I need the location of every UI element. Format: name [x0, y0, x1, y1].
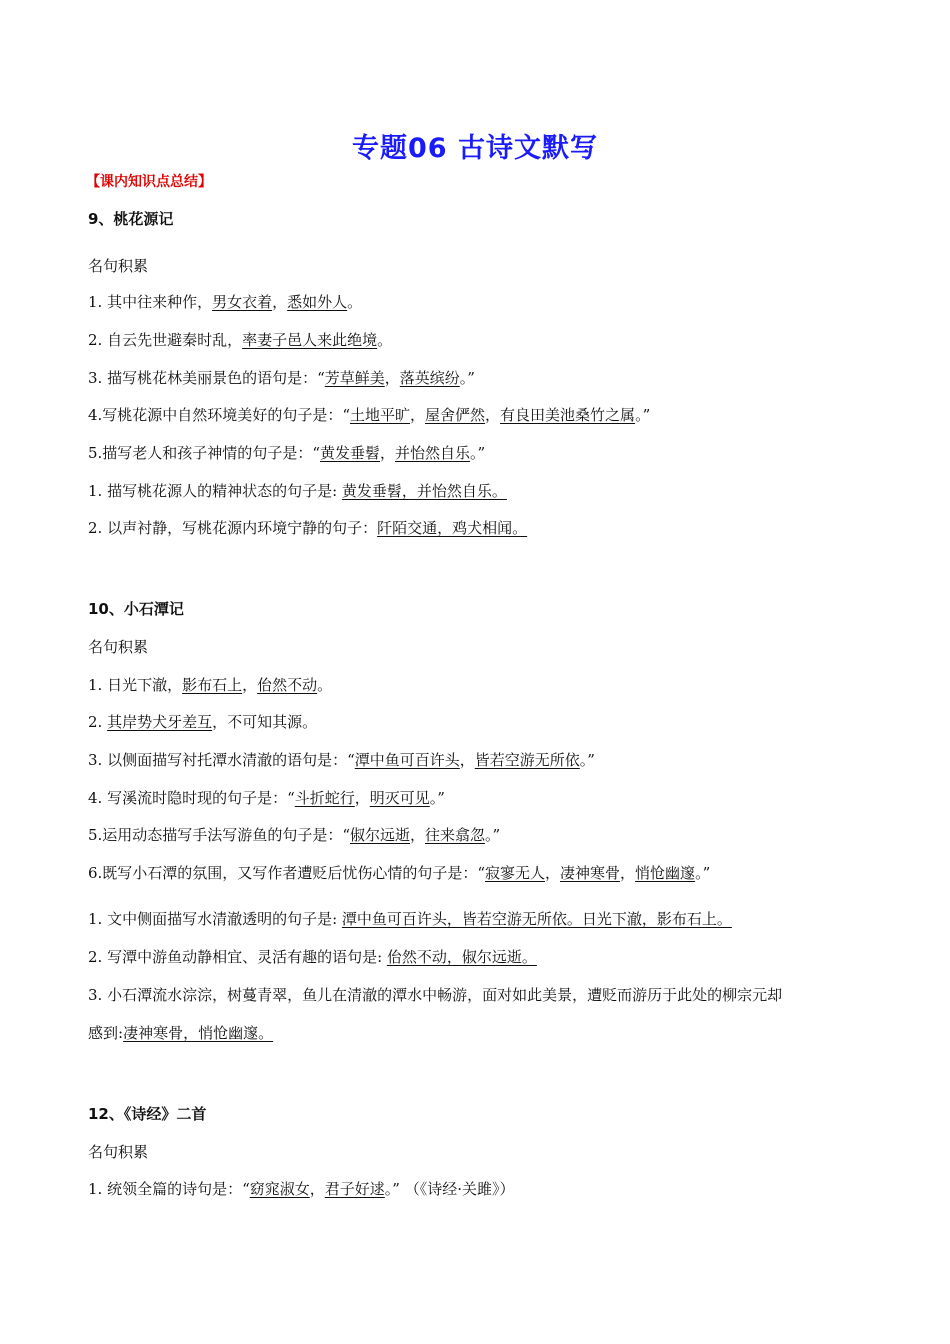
- quote-line: [88, 985, 782, 1005]
- line-text: 2. 以声衬静，写桃花源内环境宁静的句子：: [88, 519, 378, 537]
- quote-line: [88, 675, 332, 695]
- line-text: 6.既写小石潭的氛围，又写作者遭贬后忧伤心情的句子是：“: [88, 864, 485, 882]
- answer-text: 土地平旷: [349, 406, 410, 424]
- line-text: 。” （《诗经·关雎》）: [384, 1180, 515, 1198]
- line-text: 。: [317, 676, 333, 694]
- quote-line: [88, 750, 595, 770]
- quote-line: [88, 947, 537, 967]
- quote-line: [88, 292, 362, 312]
- line-text: ，: [380, 444, 396, 462]
- answer-text: 窈窕淑女: [249, 1180, 310, 1198]
- answer-text: 屋舍俨然: [425, 406, 486, 424]
- quote-line: [88, 405, 650, 425]
- answer-text: 黄发垂髫: [319, 444, 380, 462]
- line-text: ，: [354, 789, 370, 807]
- quote-line: [88, 330, 392, 350]
- line-text: 。”: [470, 444, 486, 462]
- line-text: ，: [272, 293, 288, 311]
- line-text: 3. 以侧面描写衬托潭水清澈的语句是：“: [88, 751, 355, 769]
- answer-text: 悄怆幽邃: [635, 864, 696, 882]
- quote-line: [88, 1023, 273, 1043]
- quote-line: [88, 518, 527, 538]
- line-text: 。”: [695, 864, 711, 882]
- line-text: 1. 其中往来种作，: [88, 293, 213, 311]
- subheading: 名句积累: [88, 638, 149, 656]
- answer-text: 佁然不动，俶尔远逝。: [386, 948, 537, 966]
- answer-text: 皆若空游无所依: [474, 751, 580, 769]
- line-text: ，: [620, 864, 636, 882]
- line-text: 。: [347, 293, 363, 311]
- answer-text: 凄神寒骨: [560, 864, 621, 882]
- answer-text: 悉如外人: [287, 293, 348, 311]
- answer-text: 君子好逑: [324, 1180, 385, 1198]
- line-text: ，: [410, 406, 426, 424]
- quote-line: [88, 863, 710, 883]
- answer-text: 男女衣着: [212, 293, 273, 311]
- line-text: 5.描写老人和孩子神情的句子是：“: [88, 444, 320, 462]
- line-text: 。”: [485, 826, 501, 844]
- quote-line: [88, 712, 317, 732]
- line-text: 4. 写溪流时隐时现的句子是：“: [88, 789, 295, 807]
- answer-text: 并怡然自乐: [395, 444, 471, 462]
- answer-text: 寂寥无人: [484, 864, 545, 882]
- quote-line: [88, 443, 485, 463]
- line-text: 。”: [459, 369, 475, 387]
- line-text: 1. 统领全篇的诗句是：“: [88, 1180, 250, 1198]
- answer-text: 潭中鱼可百许头: [354, 751, 460, 769]
- section-tag: 【课内知识点总结】: [86, 174, 212, 190]
- answer-text: 其岸势犬牙差互: [107, 713, 213, 731]
- subheading: 名句积累: [88, 257, 149, 275]
- line-text: 1. 文中侧面描写水清澈透明的句子是:: [88, 910, 342, 928]
- answer-text: 凄神寒骨，悄怆幽邃。: [123, 1024, 274, 1042]
- quote-line: [88, 481, 507, 501]
- line-text: ，: [459, 751, 475, 769]
- line-text: ，: [309, 1180, 325, 1198]
- answer-text: 俶尔远逝: [349, 826, 410, 844]
- line-text: ，: [545, 864, 561, 882]
- section-heading: 9、桃花源记: [88, 210, 174, 228]
- line-text: ，: [485, 406, 501, 424]
- line-text: 1. 描写桃花源人的精神状态的句子是:: [88, 482, 342, 500]
- quote-line: [88, 825, 500, 845]
- line-text: 。: [377, 331, 393, 349]
- section-heading: 12、《诗经》二首: [88, 1105, 207, 1123]
- line-text: ，: [410, 826, 426, 844]
- page-title: 专题06 古诗文默写: [352, 133, 598, 164]
- answer-text: 落英缤纷: [399, 369, 460, 387]
- answer-text: 阡陌交通，鸡犬相闻。: [377, 519, 528, 537]
- quote-line: [88, 368, 475, 388]
- subheading: 名句积累: [88, 1143, 149, 1161]
- line-text: 2.: [88, 713, 108, 731]
- line-text: 。”: [579, 751, 595, 769]
- answer-text: 有良田美池桑竹之属: [500, 406, 636, 424]
- answer-text: 佁然不动: [257, 676, 318, 694]
- section-heading: 10、小石潭记: [88, 600, 184, 618]
- answer-text: 影布石上: [182, 676, 243, 694]
- line-text: 感到:: [88, 1024, 124, 1042]
- line-text: 。”: [429, 789, 445, 807]
- line-text: 4.写桃花源中自然环境美好的句子是：“: [88, 406, 350, 424]
- quote-line: [88, 1179, 515, 1199]
- line-text: 3. 描写桃花林美丽景色的语句是：“: [88, 369, 325, 387]
- line-text: 1. 日光下澈，: [88, 676, 183, 694]
- line-text: ，: [242, 676, 258, 694]
- line-text: 2. 自云先世避秦时乱，: [88, 331, 243, 349]
- line-text: 2. 写潭中游鱼动静相宜、灵活有趣的语句是:: [88, 948, 387, 966]
- answer-text: 往来翕忽: [425, 826, 486, 844]
- answer-text: 斗折蛇行: [294, 789, 355, 807]
- line-text: ，不可知其源。: [212, 713, 318, 731]
- answer-text: 芳草鲜美: [324, 369, 385, 387]
- quote-line: [88, 788, 445, 808]
- answer-text: 率妻子邑人来此绝境: [242, 331, 378, 349]
- answer-text: 明灭可见: [369, 789, 430, 807]
- answer-text: 黄发垂髫，并怡然自乐。: [341, 482, 507, 500]
- line-text: 。”: [635, 406, 651, 424]
- quote-line: [88, 909, 732, 929]
- line-text: 3. 小石潭流水淙淙，树蔓青翠，鱼儿在清澈的潭水中畅游，面对如此美景，遭贬而游历于此处的柳宗元却: [88, 986, 783, 1004]
- answer-text: 潭中鱼可百许头，皆若空游无所依。日光下澈，影布石上。: [341, 910, 732, 928]
- line-text: 5.运用动态描写手法写游鱼的句子是：“: [88, 826, 350, 844]
- line-text: ，: [384, 369, 400, 387]
